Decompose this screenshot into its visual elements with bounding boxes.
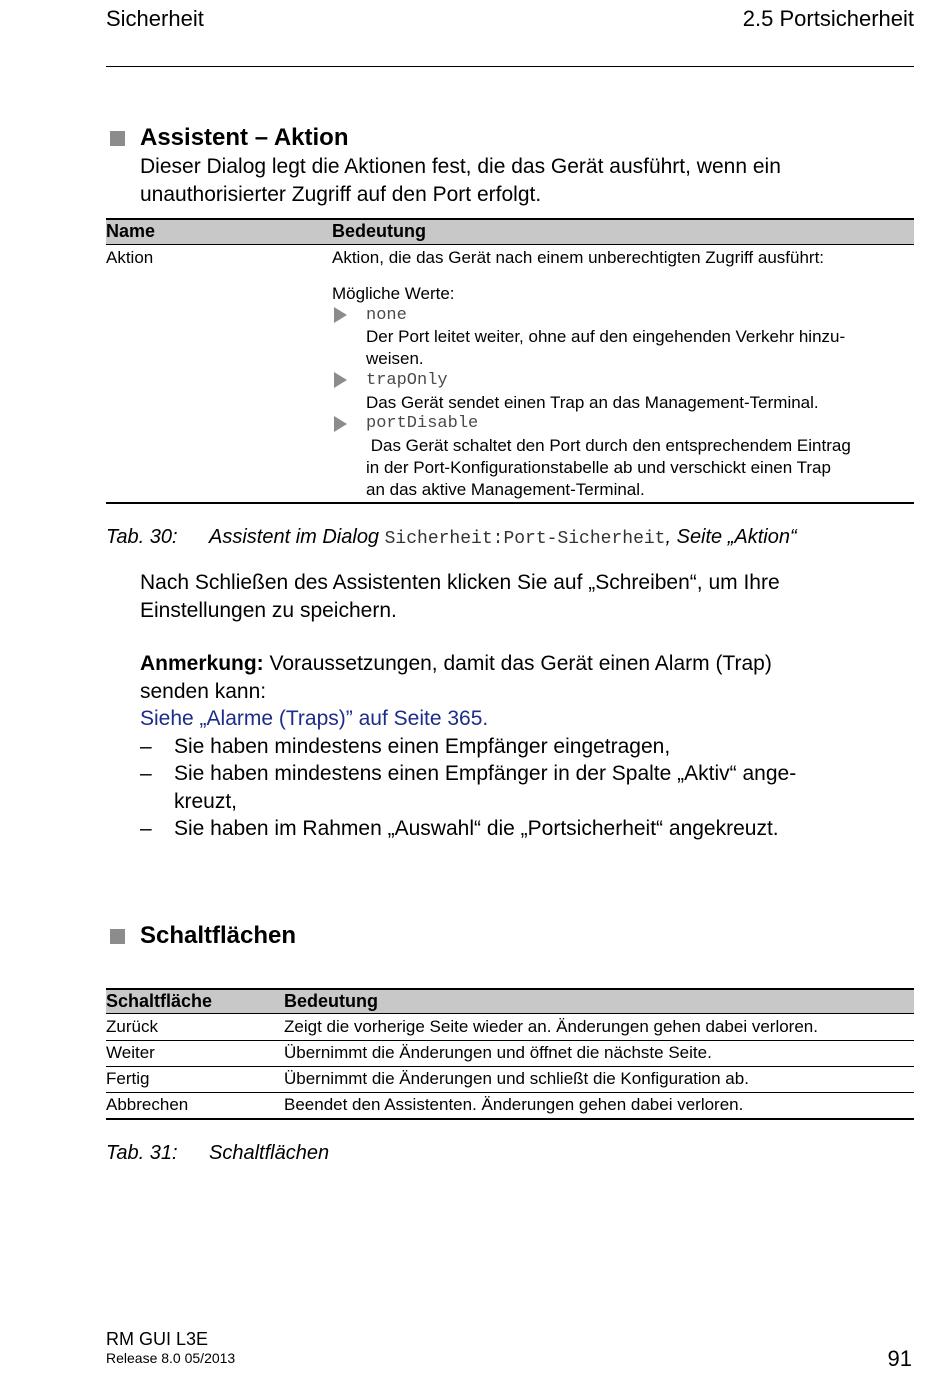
table31-cell-meaning: Zeigt die vorherige Seite wieder an. Änderungen gehen dabei verloren. (284, 1017, 818, 1036)
table31-caption-label: Tab. 31: (106, 1142, 178, 1164)
section-title-buttons: Schaltflächen (140, 922, 297, 949)
note-item-text: Sie haben im Rahmen „Auswahl“ die „Portsicherheit“ angekreuzt. (174, 817, 779, 840)
value-desc-traponly-line1: Das Gerät sendet einen Trap an das Management-Terminal. (366, 393, 819, 412)
table30-header (106, 218, 914, 245)
table31-cell-button: Zurück (106, 1017, 158, 1036)
dash-bullet: – (140, 817, 152, 840)
table30-bottom-rule (106, 502, 914, 504)
section-title-assistant-action: Assistent – Aktion (140, 124, 349, 151)
note-line1 (140, 650, 772, 678)
page-number: 91 (887, 1346, 912, 1371)
table30-possible-values: Mögliche Werte: (332, 284, 455, 303)
value-code-portdisable: portDisable (366, 414, 479, 433)
section-intro-line2: unauthorisierter Zugriff auf den Port erfolgt. (140, 182, 542, 206)
running-header-left: Sicherheit (106, 6, 204, 31)
table30-row-name: Aktion (106, 248, 154, 267)
caption-code: Sicherheit:Port-Sicherheit (384, 529, 666, 549)
after-text-line2: Einstellungen zu speichern. (140, 598, 397, 622)
value-desc-portdisable-line2: in der Port-Konfigurationstabelle ab und verschickt einen Trap (366, 458, 831, 477)
value-desc-none-line2: weisen. (366, 349, 424, 368)
table31-col-button: Schaltfläche (106, 991, 213, 1011)
table31-row-rule (106, 1040, 914, 1041)
note-link[interactable]: Siehe „Alarme (Traps)” auf Seite 365. (140, 707, 489, 730)
table31-caption: Schaltflächen (209, 1142, 330, 1164)
table31-cell-meaning: Übernimmt die Änderungen und öffnet die nächste Seite. (284, 1043, 712, 1062)
table30-col-meaning: Bedeutung (332, 221, 426, 241)
triangle-bullet-icon (334, 416, 347, 432)
note-item-text-cont: kreuzt, (174, 789, 238, 813)
table31-cell-meaning: Beendet den Assistenten. Änderungen gehen dabei verloren. (284, 1095, 744, 1114)
table31-cell-meaning: Übernimmt die Änderungen und schließt die Konfiguration ab. (284, 1069, 749, 1088)
footer-release: Release 8.0 05/2013 (106, 1350, 236, 1366)
running-header-right: 2.5 Portsicherheit (742, 6, 914, 31)
value-desc-none-line1: Der Port leitet weiter, ohne auf den eingehenden Verkehr hinzu- (366, 327, 846, 346)
table31-row-rule (106, 1066, 914, 1067)
value-code-none: none (366, 306, 407, 325)
table31-cell-button: Abbrechen (106, 1095, 189, 1114)
triangle-bullet-icon (334, 307, 347, 323)
section-intro-line1: Dieser Dialog legt die Aktionen fest, die das Gerät ausführt, wenn ein (140, 155, 781, 178)
triangle-bullet-icon (334, 372, 347, 388)
table30-col-name: Name (106, 221, 156, 241)
table31-col-meaning: Bedeutung (284, 991, 378, 1011)
dash-bullet: – (140, 762, 152, 785)
section-bullet-icon (110, 929, 125, 944)
table31-cell-button: Weiter (106, 1043, 155, 1062)
table31-header (106, 988, 914, 1014)
section-bullet-icon (110, 131, 125, 146)
caption-pre: Assistent im Dialog (209, 526, 385, 548)
note-item-text: Sie haben mindestens einen Empfänger in der Spalte „Aktiv“ ange- (174, 762, 797, 785)
table31-bottom-rule (106, 1118, 914, 1120)
table30-caption-label: Tab. 30: (106, 526, 178, 548)
value-desc-portdisable-line1: Das Gerät schaltet den Port durch den entsprechendem Eintrag (366, 436, 851, 455)
value-code-traponly: trapOnly (366, 371, 448, 390)
note-text: Voraussetzungen, damit das Gerät einen Alarm (Trap) (263, 652, 772, 675)
footer-doc: RM GUI L3E (106, 1329, 209, 1349)
dash-bullet: – (140, 734, 152, 758)
header-rule (106, 66, 914, 67)
table30-caption (209, 526, 797, 549)
note-line2: senden kann: (140, 679, 267, 703)
value-desc-portdisable-line3: an das aktive Management-Terminal. (366, 480, 645, 499)
note-item-text: Sie haben mindestens einen Empfänger eingetragen, (174, 734, 671, 758)
after-text-line1: Nach Schließen des Assistenten klicken Sie auf „Schreiben“, um Ihre (140, 571, 780, 594)
note-label: Anmerkung: (140, 652, 264, 675)
table30-row-desc: Aktion, die das Gerät nach einem unberechtigten Zugriff ausführt: (332, 248, 825, 267)
caption-post: , Seite „Aktion“ (665, 526, 797, 548)
table31-cell-button: Fertig (106, 1069, 150, 1088)
table31-row-rule (106, 1092, 914, 1093)
